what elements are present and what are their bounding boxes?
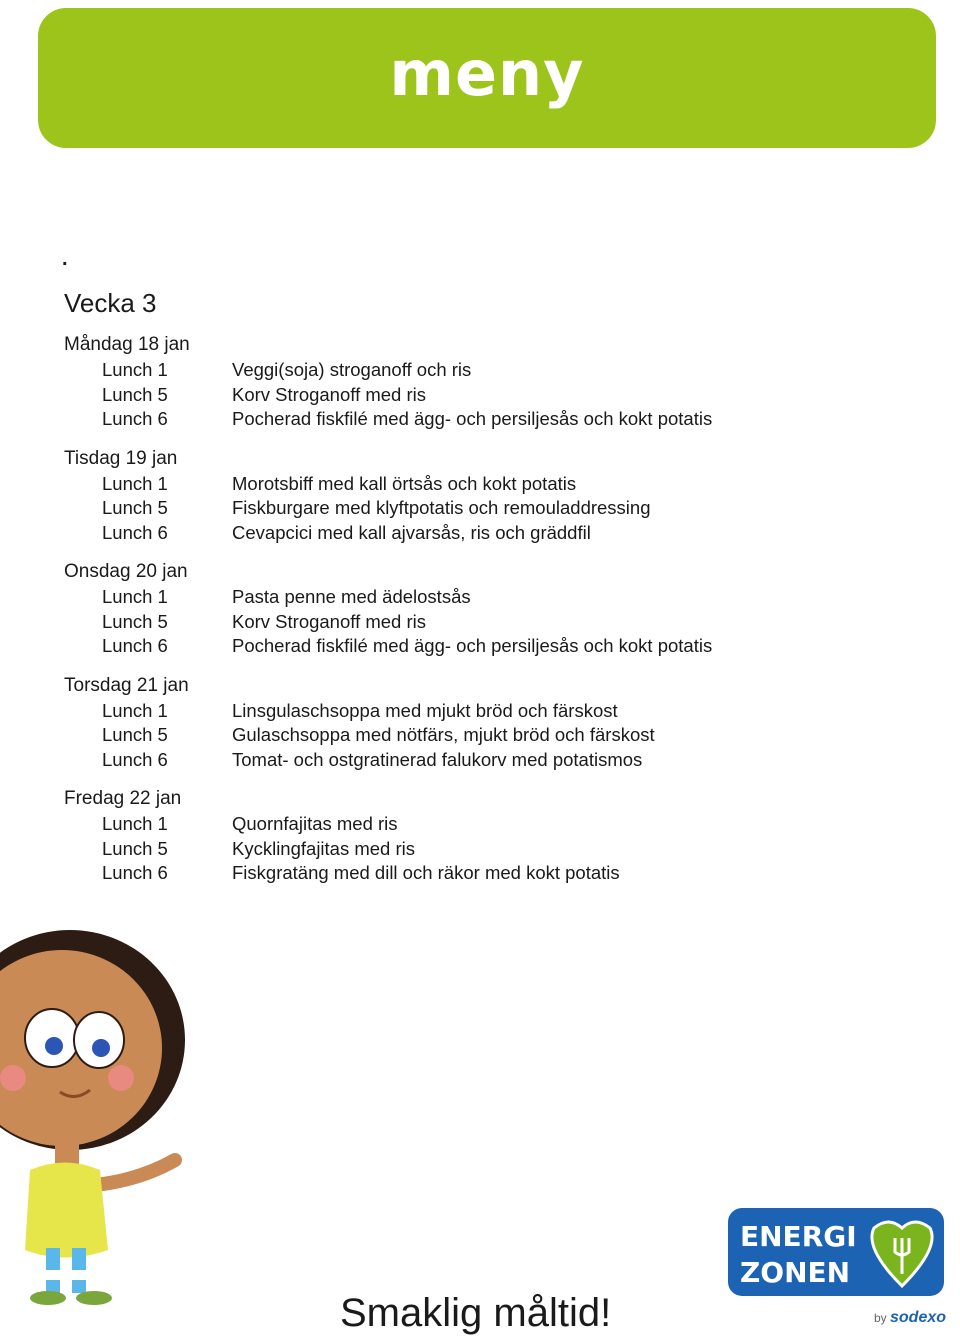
lunch-label: Lunch 6 bbox=[102, 635, 168, 656]
dish-text: Pocherad fiskfilé med ägg- och persiljesås och kokt potatis bbox=[232, 635, 713, 656]
menu-row bbox=[64, 585, 924, 610]
dish-text: Quornfajitas med ris bbox=[232, 813, 398, 834]
day-heading: Tisdag 19 jan bbox=[64, 447, 178, 469]
day-section bbox=[64, 559, 924, 659]
menu-row bbox=[64, 358, 924, 383]
dish-text: Cevapcici med kall ajvarsås, ris och gräddfil bbox=[232, 521, 591, 543]
lunch-label: Lunch 6 bbox=[102, 408, 168, 429]
logo-line1: ENERGI bbox=[740, 1220, 857, 1253]
menu-days bbox=[64, 332, 924, 900]
logo-line2: ZONEN bbox=[740, 1256, 851, 1289]
menu-row bbox=[64, 837, 924, 862]
menu-row bbox=[64, 383, 924, 408]
day-section bbox=[64, 332, 924, 432]
dish-text: Morotsbiff med kall örtsås och kokt potatis bbox=[232, 472, 577, 494]
menu-row bbox=[64, 812, 924, 837]
lunch-label: Lunch 5 bbox=[102, 724, 168, 745]
day-heading: Torsdag 21 jan bbox=[64, 674, 189, 696]
logo-by: by bbox=[874, 1311, 887, 1325]
lunch-label: Lunch 1 bbox=[102, 472, 168, 494]
lunch-label: Lunch 1 bbox=[102, 699, 168, 721]
menu-row bbox=[64, 748, 924, 773]
lunch-label: Lunch 6 bbox=[102, 748, 168, 770]
menu-row bbox=[64, 521, 924, 546]
dish-text: Linsgulaschsoppa med mjukt bröd och färskost bbox=[232, 699, 618, 721]
menu-row bbox=[64, 610, 924, 635]
dish-text: Fiskgratäng med dill och räkor med kokt potatis bbox=[232, 862, 620, 883]
day-heading: Fredag 22 jan bbox=[64, 788, 182, 809]
day-section bbox=[64, 673, 924, 773]
menu-row bbox=[64, 699, 924, 724]
day-section bbox=[64, 446, 924, 546]
day-heading: Onsdag 20 jan bbox=[64, 561, 188, 582]
lunch-label: Lunch 5 bbox=[102, 497, 168, 518]
week-title: Vecka 3 bbox=[64, 288, 157, 318]
menu-row bbox=[64, 634, 924, 659]
menu-row bbox=[64, 496, 924, 521]
sodexo-logo-text: sodexo bbox=[890, 1309, 946, 1326]
lunch-label: Lunch 1 bbox=[102, 586, 168, 607]
footer-message: Smaklig måltid! bbox=[340, 1291, 612, 1335]
dish-text: Gulaschsoppa med nötfärs, mjukt bröd och färskost bbox=[232, 724, 655, 745]
menu-row bbox=[64, 861, 924, 886]
lunch-label: Lunch 5 bbox=[102, 837, 168, 859]
menu-row bbox=[64, 723, 924, 748]
dish-text: Fiskburgare med klyftpotatis och remouladdressing bbox=[232, 497, 651, 518]
header-banner bbox=[38, 8, 936, 148]
menu-title: meny bbox=[389, 37, 585, 110]
dish-text: Pasta penne med ädelostsås bbox=[232, 586, 471, 607]
bullet-dot: . bbox=[62, 248, 68, 270]
dish-text: Kycklingfajitas med ris bbox=[232, 837, 416, 859]
lunch-label: Lunch 6 bbox=[102, 521, 168, 543]
day-heading: Måndag 18 jan bbox=[64, 334, 190, 355]
menu-row bbox=[64, 407, 924, 432]
lunch-label: Lunch 1 bbox=[102, 813, 168, 834]
lunch-label: Lunch 5 bbox=[102, 383, 168, 405]
menu-row bbox=[64, 472, 924, 497]
day-section bbox=[64, 786, 924, 886]
lunch-label: Lunch 6 bbox=[102, 862, 168, 883]
dish-text: Pocherad fiskfilé med ägg- och persiljesås och kokt potatis bbox=[232, 408, 713, 429]
dish-text: Veggi(soja) stroganoff och ris bbox=[232, 359, 472, 380]
lunch-label: Lunch 5 bbox=[102, 610, 168, 632]
dish-text: Korv Stroganoff med ris bbox=[232, 610, 426, 632]
energizonen-logo bbox=[724, 1208, 946, 1330]
dish-text: Korv Stroganoff med ris bbox=[232, 383, 426, 405]
cartoon-girl-illustration bbox=[0, 930, 190, 1320]
dish-text: Tomat- och ostgratinerad falukorv med potatismos bbox=[232, 748, 643, 770]
lunch-label: Lunch 1 bbox=[102, 359, 168, 380]
